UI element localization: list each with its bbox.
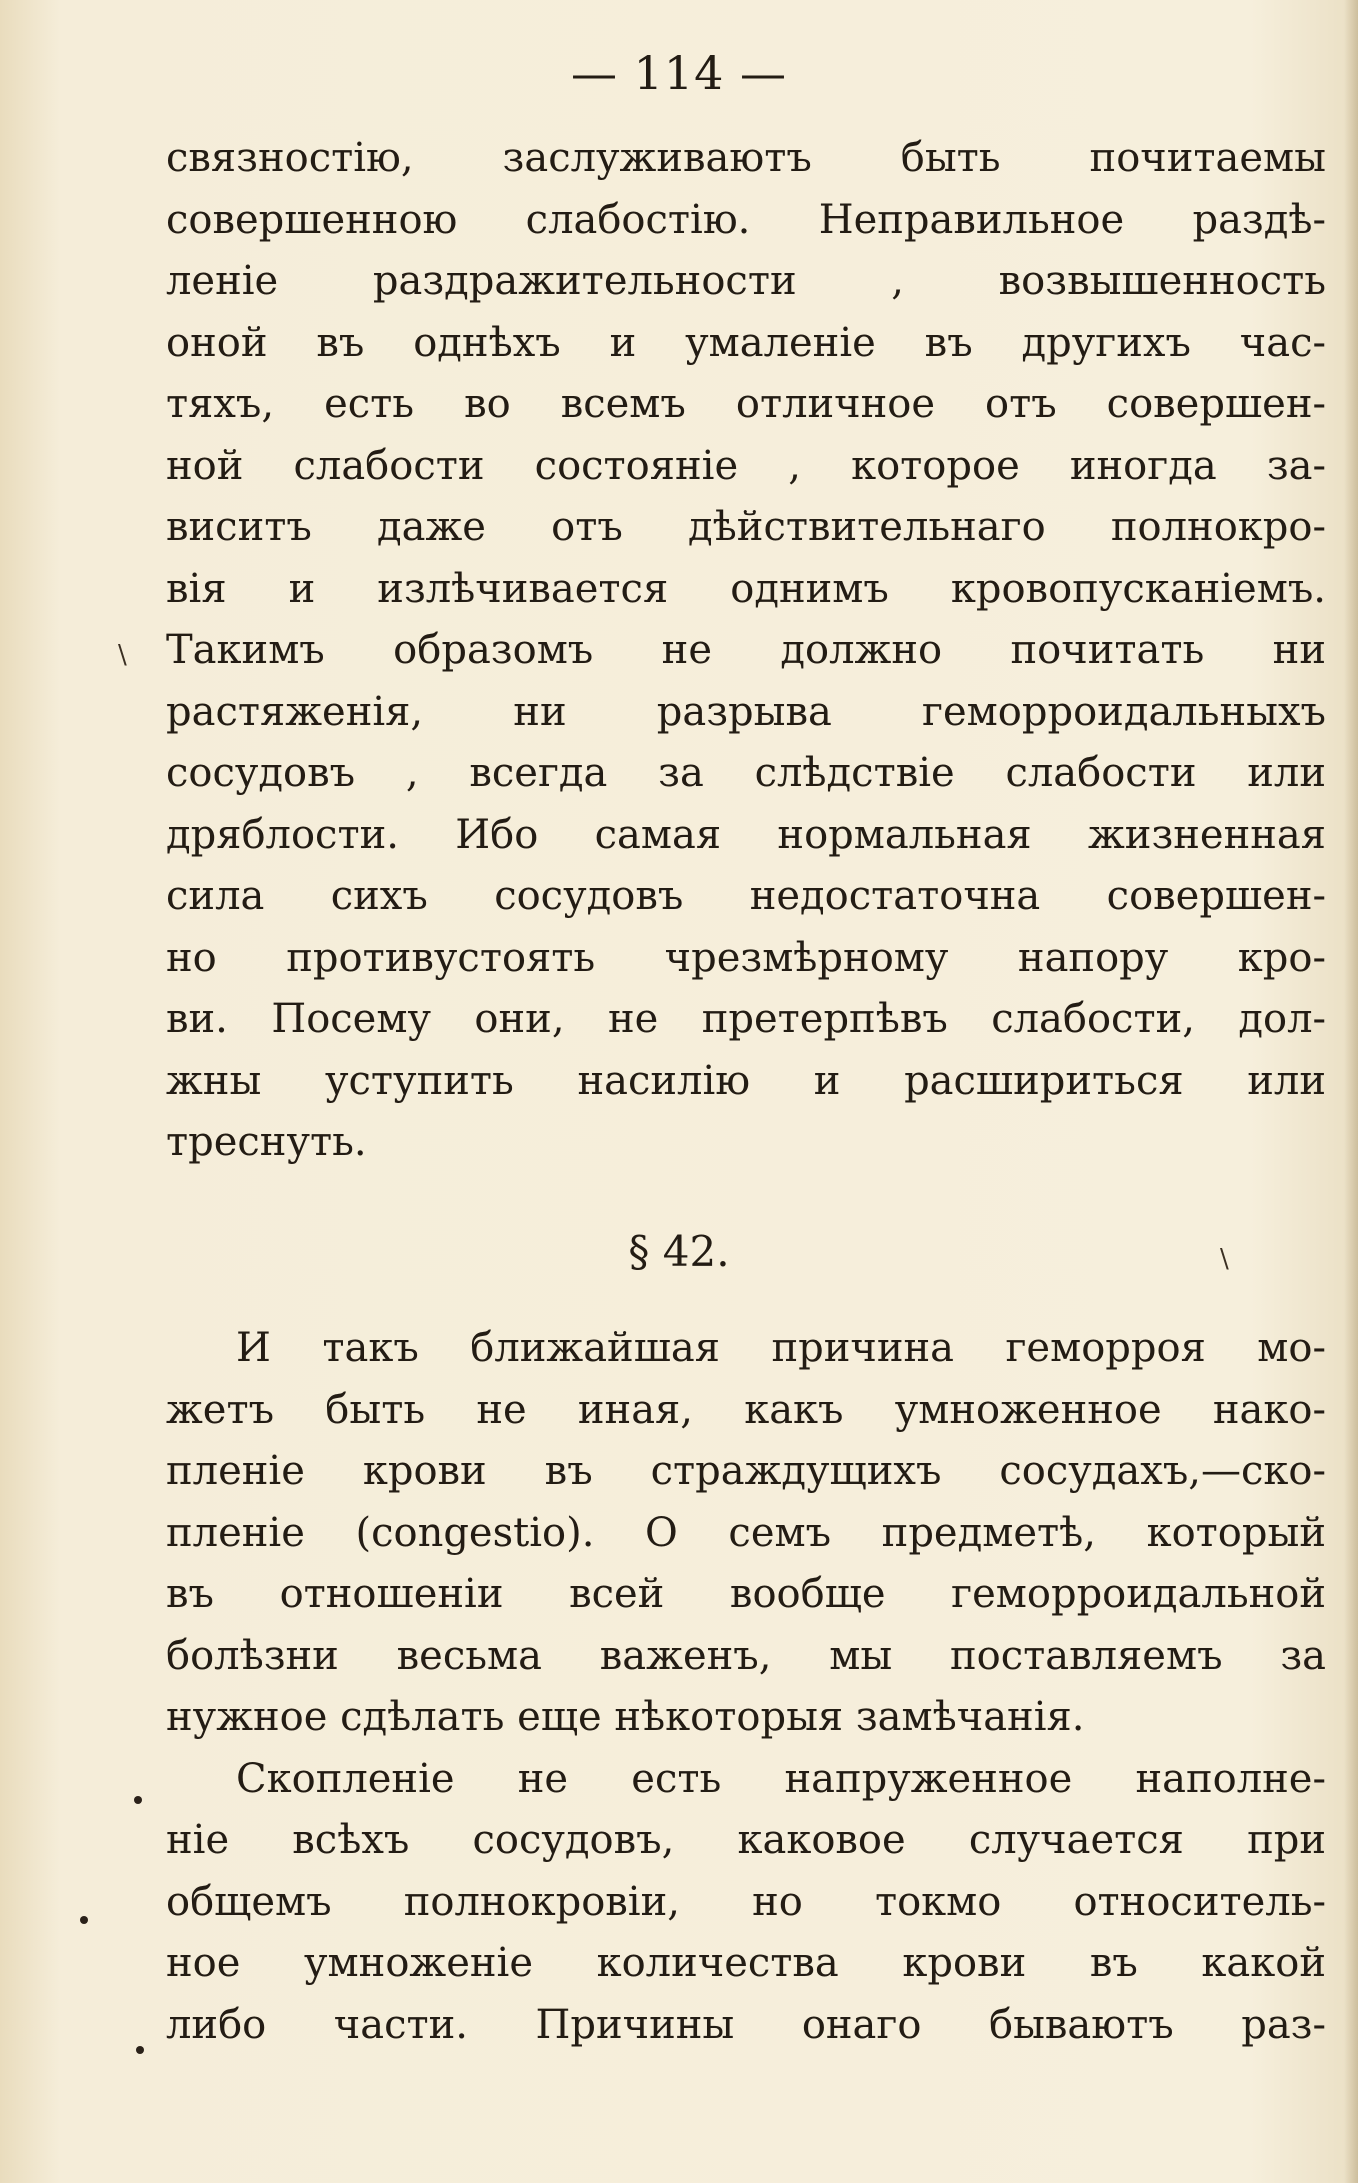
- section-heading: § 42.: [628, 1227, 730, 1276]
- text-line: связностію, заслуживаютъ быть почитаемы: [166, 135, 1326, 181]
- text-line: общемъ полнокровіи, но токмо относитель-: [166, 1878, 1326, 1925]
- text-line: сосудовъ , всегда за слѣдствіе слабости или: [166, 750, 1326, 796]
- text-line: треснуть.: [166, 1119, 367, 1165]
- text-line: жетъ быть не иная, какъ умноженное нако-: [166, 1386, 1326, 1433]
- page-number: — 114 —: [570, 46, 788, 100]
- paragraph-1: [166, 128, 1326, 1174]
- text-line: пленіе крови въ страждущихъ сосудахъ,—ско-: [166, 1448, 1326, 1494]
- text-line: ніе всѣхъ сосудовъ, каковое случается при: [166, 1817, 1326, 1863]
- text-line: но противустоять чрезмѣрному напору кро-: [166, 934, 1326, 981]
- text-line: болѣзни весьма важенъ, мы поставляемъ за: [166, 1632, 1326, 1679]
- text-line: либо части. Причины онаго бываютъ раз-: [166, 2001, 1326, 2048]
- text-line: тяхъ, есть во всемъ отличное отъ совершен-: [166, 381, 1326, 427]
- text-line: пленіе (congestio). О семъ предметѣ, который: [166, 1509, 1326, 1556]
- text-line: въ отношеніи всей вообще геморроидальной: [166, 1571, 1326, 1617]
- paragraph-2: [166, 1318, 1326, 2056]
- text-line: оной въ однѣхъ и умаленіе въ другихъ час-: [166, 319, 1326, 366]
- text-line: ной слабости состояніе , которое иногда за-: [166, 442, 1326, 489]
- text-line: дряблости. Ибо самая нормальная жизненная: [166, 811, 1326, 858]
- text-line: ви. Посему они, не претерпѣвъ слабости, дол-: [166, 996, 1326, 1042]
- text-line: растяженія, ни разрыва геморроидальныхъ: [166, 688, 1326, 735]
- ink-spot: [134, 1796, 142, 1804]
- text-line: леніе раздражительности , возвышенность: [166, 258, 1326, 304]
- text-line: жны уступить насилію и расшириться или: [166, 1057, 1326, 1104]
- text-line: Такимъ образомъ не должно почитать ни: [166, 627, 1326, 673]
- text-line: ное умноженіе количества крови въ какой: [166, 1940, 1326, 1986]
- text-line: Скопленіе не есть напруженное наполне-: [236, 1755, 1326, 1802]
- text-line: вія и излѣчивается однимъ кровопусканіемъ.: [166, 565, 1326, 612]
- text-line: сила сихъ сосудовъ недостаточна совершен-: [166, 873, 1326, 919]
- margin-mark: \: [1220, 1244, 1229, 1274]
- ink-spot: [80, 1916, 88, 1924]
- page-edge-shadow: [1344, 0, 1358, 2183]
- ink-spot: [136, 2046, 144, 2054]
- margin-mark: \: [118, 640, 127, 670]
- text-line: совершенною слабостію. Неправильное раздѣ-: [166, 196, 1326, 243]
- text-line: нужное сдѣлать еще нѣкоторыя замѣчанія.: [166, 1694, 1085, 1740]
- text-line: виситъ даже отъ дѣйствительнаго полнокро-: [166, 504, 1326, 550]
- text-line: И такъ ближайшая причина геморроя мо-: [236, 1325, 1326, 1371]
